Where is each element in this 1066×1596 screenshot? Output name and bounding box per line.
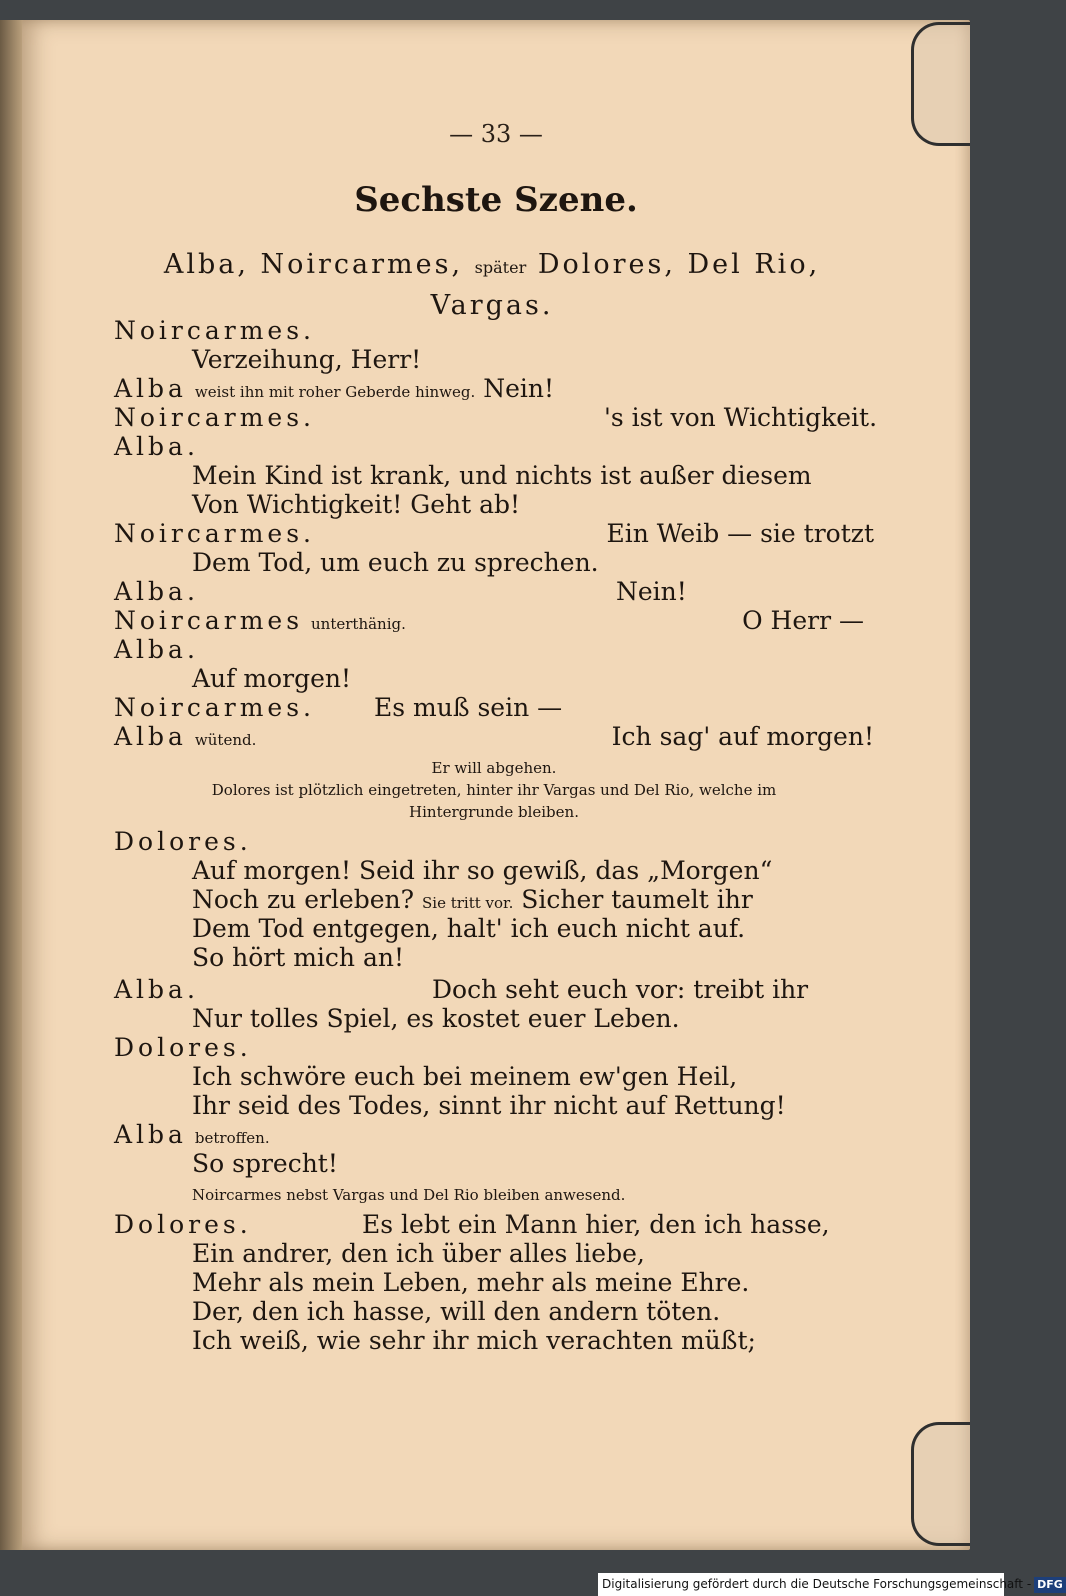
scene-title: Sechste Szene. bbox=[354, 180, 638, 220]
speaker-line bbox=[114, 827, 874, 856]
verse-text: Ein Weib — sie trotzt bbox=[606, 519, 874, 548]
stage-direction: weist ihn mit roher Geberde hinweg. bbox=[194, 383, 476, 401]
speaker-name: Alba bbox=[114, 722, 187, 751]
speaker-line bbox=[114, 374, 874, 403]
verse-line: Nur tolles Spiel, es kostet euer Leben. bbox=[192, 1004, 680, 1033]
verse-line: Auf morgen! Seid ihr so gewiß, das „Morgen“ bbox=[192, 856, 773, 885]
verse-line: Mein Kind ist krank, und nichts ist außer diesem bbox=[192, 461, 812, 490]
verse-line: Auf morgen! bbox=[192, 664, 352, 693]
speaker-name: Dolores. bbox=[114, 1210, 252, 1239]
verse-line: So hört mich an! bbox=[192, 943, 405, 972]
verse-line: So sprecht! bbox=[192, 1149, 338, 1178]
speaker-name: Noircarmes. bbox=[114, 403, 316, 432]
stage-direction: Noircarmes nebst Vargas und Del Rio bleiben anwesend. bbox=[192, 1186, 626, 1204]
verse-line: Dem Tod, um euch zu sprechen. bbox=[192, 548, 599, 577]
stage-direction: unterthänig. bbox=[311, 615, 406, 633]
speaker-line bbox=[114, 432, 874, 461]
verse-line: Mehr als mein Leben, mehr als meine Ehre. bbox=[192, 1268, 750, 1297]
cast-part2: Dolores, Del Rio, bbox=[537, 249, 821, 280]
speaker-name: Noircarmes. bbox=[114, 316, 316, 345]
verse-text: Noch zu erleben? bbox=[192, 885, 415, 914]
verse-text: Sicher taumelt ihr bbox=[521, 885, 753, 914]
speaker-line bbox=[114, 975, 874, 1004]
cast-part1: Alba, Noircarmes, bbox=[163, 249, 464, 280]
stage-direction: Er will abgehen. bbox=[431, 759, 557, 777]
speaker-name: Noircarmes. bbox=[114, 519, 316, 548]
speaker-name: Alba. bbox=[114, 432, 199, 461]
book-page bbox=[22, 20, 970, 1550]
dialogue-text bbox=[114, 316, 878, 1355]
verse-text: 's ist von Wichtigkeit. bbox=[604, 403, 878, 432]
stage-direction: Sie tritt vor. bbox=[422, 894, 514, 912]
verse-line: Ich weiß, wie sehr ihr mich verachten müßt; bbox=[192, 1326, 756, 1355]
verse-text: Es muß sein — bbox=[374, 693, 563, 722]
speaker-name: Alba. bbox=[114, 975, 199, 1004]
stage-direction: betroffen. bbox=[194, 1129, 270, 1147]
speaker-name: Alba. bbox=[114, 635, 199, 664]
speaker-line bbox=[114, 1120, 874, 1149]
cast-list bbox=[112, 246, 872, 325]
verse-line: Ich schwöre euch bei meinem ew'gen Heil, bbox=[192, 1062, 738, 1091]
speaker-line bbox=[114, 519, 874, 548]
digitization-footer bbox=[598, 1573, 1063, 1596]
speaker-name: Alba bbox=[114, 1120, 187, 1149]
speaker-name: Noircarmes. bbox=[114, 693, 316, 722]
speaker-name: Dolores. bbox=[114, 1033, 252, 1062]
verse-text: Nein! bbox=[616, 577, 687, 606]
speaker-line bbox=[114, 606, 874, 635]
verse-text: Ich sag' auf morgen! bbox=[611, 722, 874, 751]
verse-line: Dem Tod entgegen, halt' ich euch nicht auf. bbox=[192, 914, 746, 943]
stage-direction: Hintergrunde bleiben. bbox=[409, 803, 579, 821]
cast-later: später bbox=[474, 258, 527, 277]
speaker-line bbox=[114, 316, 874, 345]
dfg-logo: DFG bbox=[1034, 1577, 1066, 1593]
verse-text: Es lebt ein Mann hier, den ich hasse, bbox=[362, 1210, 830, 1239]
speaker-line bbox=[114, 1033, 874, 1062]
speaker-line bbox=[114, 577, 874, 606]
verse-line: Von Wichtigkeit! Geht ab! bbox=[192, 490, 521, 519]
cast-part3: Vargas. bbox=[430, 290, 554, 321]
verse-line: Ein andrer, den ich über alles liebe, bbox=[192, 1239, 645, 1268]
speaker-name: Alba bbox=[114, 374, 187, 403]
verse-text: Doch seht euch vor: treibt ihr bbox=[432, 975, 809, 1004]
verse-text: Nein! bbox=[483, 374, 555, 403]
speaker-line bbox=[114, 403, 878, 432]
speaker-name: Noircarmes bbox=[114, 606, 304, 635]
page-number: — 33 — bbox=[449, 120, 543, 148]
verse-line: Verzeihung, Herr! bbox=[192, 345, 422, 374]
page-clip-bottom bbox=[911, 1422, 970, 1546]
stage-direction: Dolores ist plötzlich eingetreten, hinter ihr Vargas und Del Rio, welche im bbox=[211, 781, 777, 799]
verse-line: Der, den ich hasse, will den andern töten. bbox=[192, 1297, 721, 1326]
speaker-line bbox=[114, 722, 874, 751]
footer-text: Digitalisierung gefördert durch die Deutsche Forschungsgemeinschaft - bbox=[602, 1577, 1032, 1591]
speaker-name: Alba. bbox=[114, 577, 199, 606]
speaker-name: Dolores. bbox=[114, 827, 252, 856]
speaker-line bbox=[114, 693, 874, 722]
stage-direction: wütend. bbox=[194, 731, 257, 749]
verse-line: Ihr seid des Todes, sinnt ihr nicht auf Rettung! bbox=[192, 1091, 786, 1120]
verse-text: O Herr — bbox=[742, 606, 864, 635]
verse-line bbox=[114, 885, 874, 914]
speaker-line bbox=[114, 1210, 874, 1239]
speaker-line bbox=[114, 635, 874, 664]
